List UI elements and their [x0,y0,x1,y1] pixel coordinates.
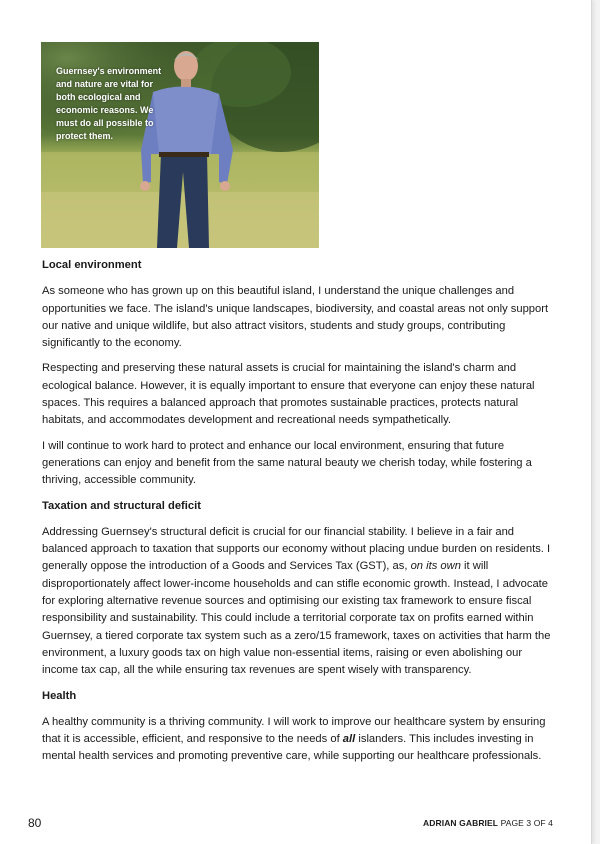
article-body [42,257,554,774]
section-heading-health: Health [42,689,77,702]
running-footer [423,818,553,828]
section-heading-environment: Local environment [42,259,142,271]
paragraph: A healthy community is a thriving community. I will work to improve our healthcare system by ensuring that it is accessible, efficient, and responsive to the needs of all islanders. This includes investing in mental health services and promoting preventive care, while supporting our healthcare professionals. [42,715,546,763]
paragraph: I will continue to work hard to protect and enhance our local environment, ensuring that future generations can enjoy and benefit from the same natural beauty we cherish today, while fostering a thriving, accessible community. [42,439,532,487]
paragraph: Addressing Guernsey's structural deficit is crucial for our financial stability. I believe in a fair and balanced approach to taxation that supports our economy without placing undue burden on residents. I generally oppose the introduction of a Goods and Services Tax (GST), as, on its own it will disproportionately affect lower-income households and can stifle economic growth. Instead, I advocate for exploring alternative revenue sources and optimising our existing tax framework to ensure fiscal responsibility and sustainability. This could include a territorial corporate tax on profits earned within Guernsey, a tiered corporate tax system such as a zero/15 framework, taxes on activities that harm the environment, a luxury goods tax on high value non-essential items, raising or even abolishing our income tax cap, all the while ensuring tax revenues are spent wisely with transparency. [42,525,551,677]
paragraph: As someone who has grown up on this beautiful island, I understand the unique challenges and opportunities we face. The island's unique landscapes, biodiversity, and coastal areas not only support our native and unique wildlife, but also attract visitors, students and study groups, contributing significantly to the economy. [42,285,549,350]
page-number: 80 [28,816,42,830]
paragraph: Respecting and preserving these natural assets is crucial for maintaining the island's charm and ecological balance. However, it is equally important to ensure that everyone can enjoy these natural spaces. This requires a balanced approach that promotes sustainable practices, protects natural habitats, and accommodates development and recreational needs sympathetically. [42,362,535,427]
photo-caption: Guernsey's environment and nature are vital for both ecological and economic reasons. We must do all possible to protect them. [56,66,162,141]
section-heading-taxation: Taxation and structural deficit [42,499,201,512]
page-label: PAGE 3 OF 4 [500,818,553,828]
author-name: ADRIAN GABRIEL [423,818,499,828]
